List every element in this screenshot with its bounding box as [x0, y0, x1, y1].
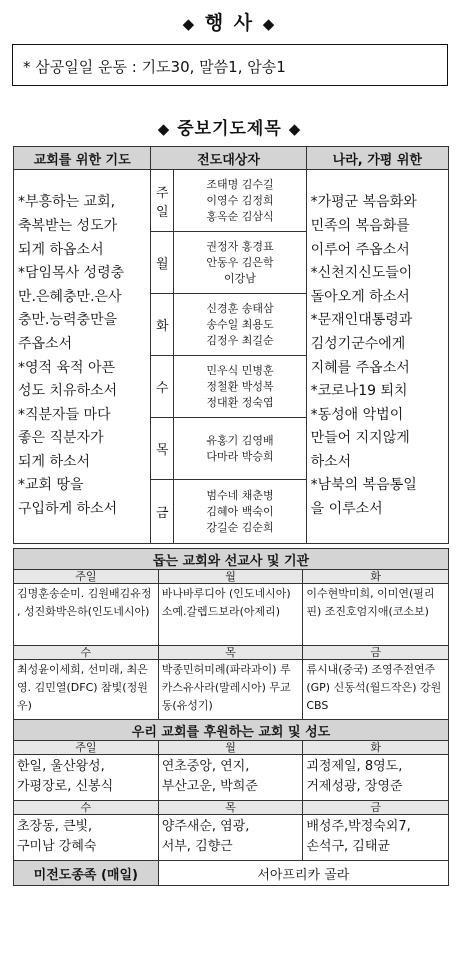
events-heading	[0, 8, 459, 35]
evangelism-names-sunday: 조태명 김수길 이영수 김정희 홍옥순 김삼식	[174, 170, 306, 232]
church-prayer-line: *영적 육적 아픈	[18, 359, 116, 376]
nation-prayer-line: 하소서	[310, 453, 352, 470]
evangelism-names-thursday: 유홍기 김영배 다마라 박승희	[174, 418, 306, 480]
supporters-day-thursday: 목	[158, 801, 303, 815]
church-prayer-list	[14, 170, 151, 544]
church-prayer-line: *부흥하는 교회,	[18, 194, 116, 211]
header-church: 교회를 위한 기도	[14, 147, 151, 170]
supporters-tuesday: 괴정제일, 8영도, 거제성광, 장영준	[303, 755, 449, 801]
nation-prayer-line: 지혜를 주옵소서	[310, 359, 410, 376]
church-prayer-line: *교회 땅을	[18, 477, 84, 494]
church-prayer-line: 되게 하옵소서	[18, 241, 104, 258]
evangelism-names-friday: 범수네 채춘병 김혜아 백숙이 강길순 김순희	[174, 480, 306, 544]
church-prayer-line: 충만.능력충만을	[18, 312, 118, 329]
missions-day-sunday: 주일	[14, 570, 159, 584]
evangelism-names-monday: 권정자 홍경표 안동우 김은학 이강남	[174, 232, 306, 294]
supporters-wednesday: 초장동, 큰빛, 구미남 강혜숙	[14, 815, 159, 861]
events-box	[12, 44, 448, 86]
missions-sunday: 김명훈송순미. 김원배김유정 , 성진화박은하(인도네시아)	[14, 584, 159, 646]
missions-day-thursday: 목	[158, 646, 303, 660]
supporters-day-tuesday: 화	[303, 741, 449, 755]
nation-prayer-line: 만들어 지지않게	[310, 430, 410, 447]
supporters-thursday: 양주새순, 염광, 서부, 김향근	[158, 815, 303, 861]
church-prayer-line: *담임목사 성령충	[18, 265, 125, 282]
unreached-value: 서아프리카 골라	[158, 861, 448, 886]
evangelism-names-tuesday: 신경훈 송태삼 송수일 최용도 김정우 최길순	[174, 294, 306, 356]
nation-prayer-line: 이루어 주옵소서	[310, 241, 410, 258]
church-prayer-line: 만.은혜충만.은사	[18, 288, 122, 305]
header-nation: 나라, 가평 위한	[306, 147, 448, 170]
missions-day-monday: 월	[158, 570, 303, 584]
church-prayer-line: 성도 치유하소서	[18, 383, 118, 400]
nation-prayer-line: *코로나19 퇴치	[310, 383, 408, 400]
supporters-day-monday: 월	[158, 741, 303, 755]
church-prayer-line: 구입하게 하소서	[18, 501, 118, 518]
nation-prayer-line: 돌아오게 하소서	[310, 288, 410, 305]
diamond-icon: ◆	[262, 15, 277, 33]
unreached-label: 미전도종족 (매일)	[14, 861, 159, 886]
church-prayer-line: 되게 하소서	[18, 453, 91, 470]
diamond-icon: ◆	[288, 120, 302, 138]
day-monday: 월	[151, 232, 174, 294]
supporters-monday: 연초중앙, 연지, 부산고운, 박희준	[158, 755, 303, 801]
church-prayer-line: 축복받는 성도가	[18, 217, 118, 234]
day-wednesday: 수	[151, 356, 174, 418]
support-table	[13, 548, 449, 886]
missions-day-friday: 금	[303, 646, 449, 660]
supporters-day-wednesday: 수	[14, 801, 159, 815]
missions-thursday: 박종민허미례(파라과이) 루카스유사라(말레시아) 무교동(유성기)	[158, 660, 303, 720]
prayer-title: 중보기도제목	[177, 119, 282, 139]
nation-prayer-line: 김성기군수에게	[310, 335, 406, 352]
church-prayer-line: *직분자들 마다	[18, 406, 111, 423]
diamond-icon: ◆	[182, 15, 197, 33]
supporters-day-sunday: 주일	[14, 741, 159, 755]
header-evangelism: 전도대상자	[151, 147, 306, 170]
evangelism-names-wednesday: 민우식 민병훈 정철환 박성복 정대환 정숙엽	[174, 356, 306, 418]
nation-prayer-line: *남북의 복음통일	[310, 477, 417, 494]
supporters-day-friday: 금	[303, 801, 449, 815]
nation-prayer-line: 민족의 복음화를	[310, 217, 410, 234]
missions-tuesday: 이수현박미희, 이미연(필리핀) 조진호엄지애(코소보)	[303, 584, 449, 646]
nation-prayer-line: *가평군 복음화와	[310, 194, 417, 211]
day-friday: 금	[151, 480, 174, 544]
missions-wednesday: 최성윤이세희, 선미래, 최은영. 김민열(DFC) 참빛(정원우)	[14, 660, 159, 720]
missions-title: 돕는 교회와 선교사 및 기관	[14, 549, 449, 570]
church-prayer-line: 좋은 직분자가	[18, 430, 104, 447]
missions-monday: 바나바루디아 (인도네시아) 소예.갈렙드보라(아제리)	[158, 584, 303, 646]
missions-day-tuesday: 화	[303, 570, 449, 584]
nation-prayer-line: *동성애 악법이	[310, 406, 404, 423]
events-title: 행 사	[204, 12, 255, 34]
day-tuesday: 화	[151, 294, 174, 356]
supporters-sunday: 한일, 울산왕성, 가평장로, 신봉식	[14, 755, 159, 801]
nation-prayer-list	[306, 170, 448, 544]
diamond-icon: ◆	[157, 120, 171, 138]
nation-prayer-line: 을 이루소서	[310, 501, 383, 518]
church-prayer-line: 주옵소서	[18, 335, 73, 352]
supporters-title: 우리 교회를 후원하는 교회 및 성도	[14, 720, 449, 741]
prayer-table	[13, 146, 449, 544]
supporters-friday: 배성주,박정숙외7, 손석구, 김태균	[303, 815, 449, 861]
nation-prayer-line: *문재인대통령과	[310, 312, 413, 329]
prayer-heading	[0, 114, 459, 139]
day-thursday: 목	[151, 418, 174, 480]
nation-prayer-line: *신천지신도들이	[310, 265, 413, 282]
events-line: * 삼공일일 운동 : 기도30, 말씀1, 암송1	[23, 58, 286, 76]
missions-day-wednesday: 수	[14, 646, 159, 660]
day-sunday: 주 일	[151, 170, 174, 232]
missions-friday: 류시내(중국) 조영주전연주(GP) 신동석(월드작은) 강원CBS	[303, 660, 449, 720]
